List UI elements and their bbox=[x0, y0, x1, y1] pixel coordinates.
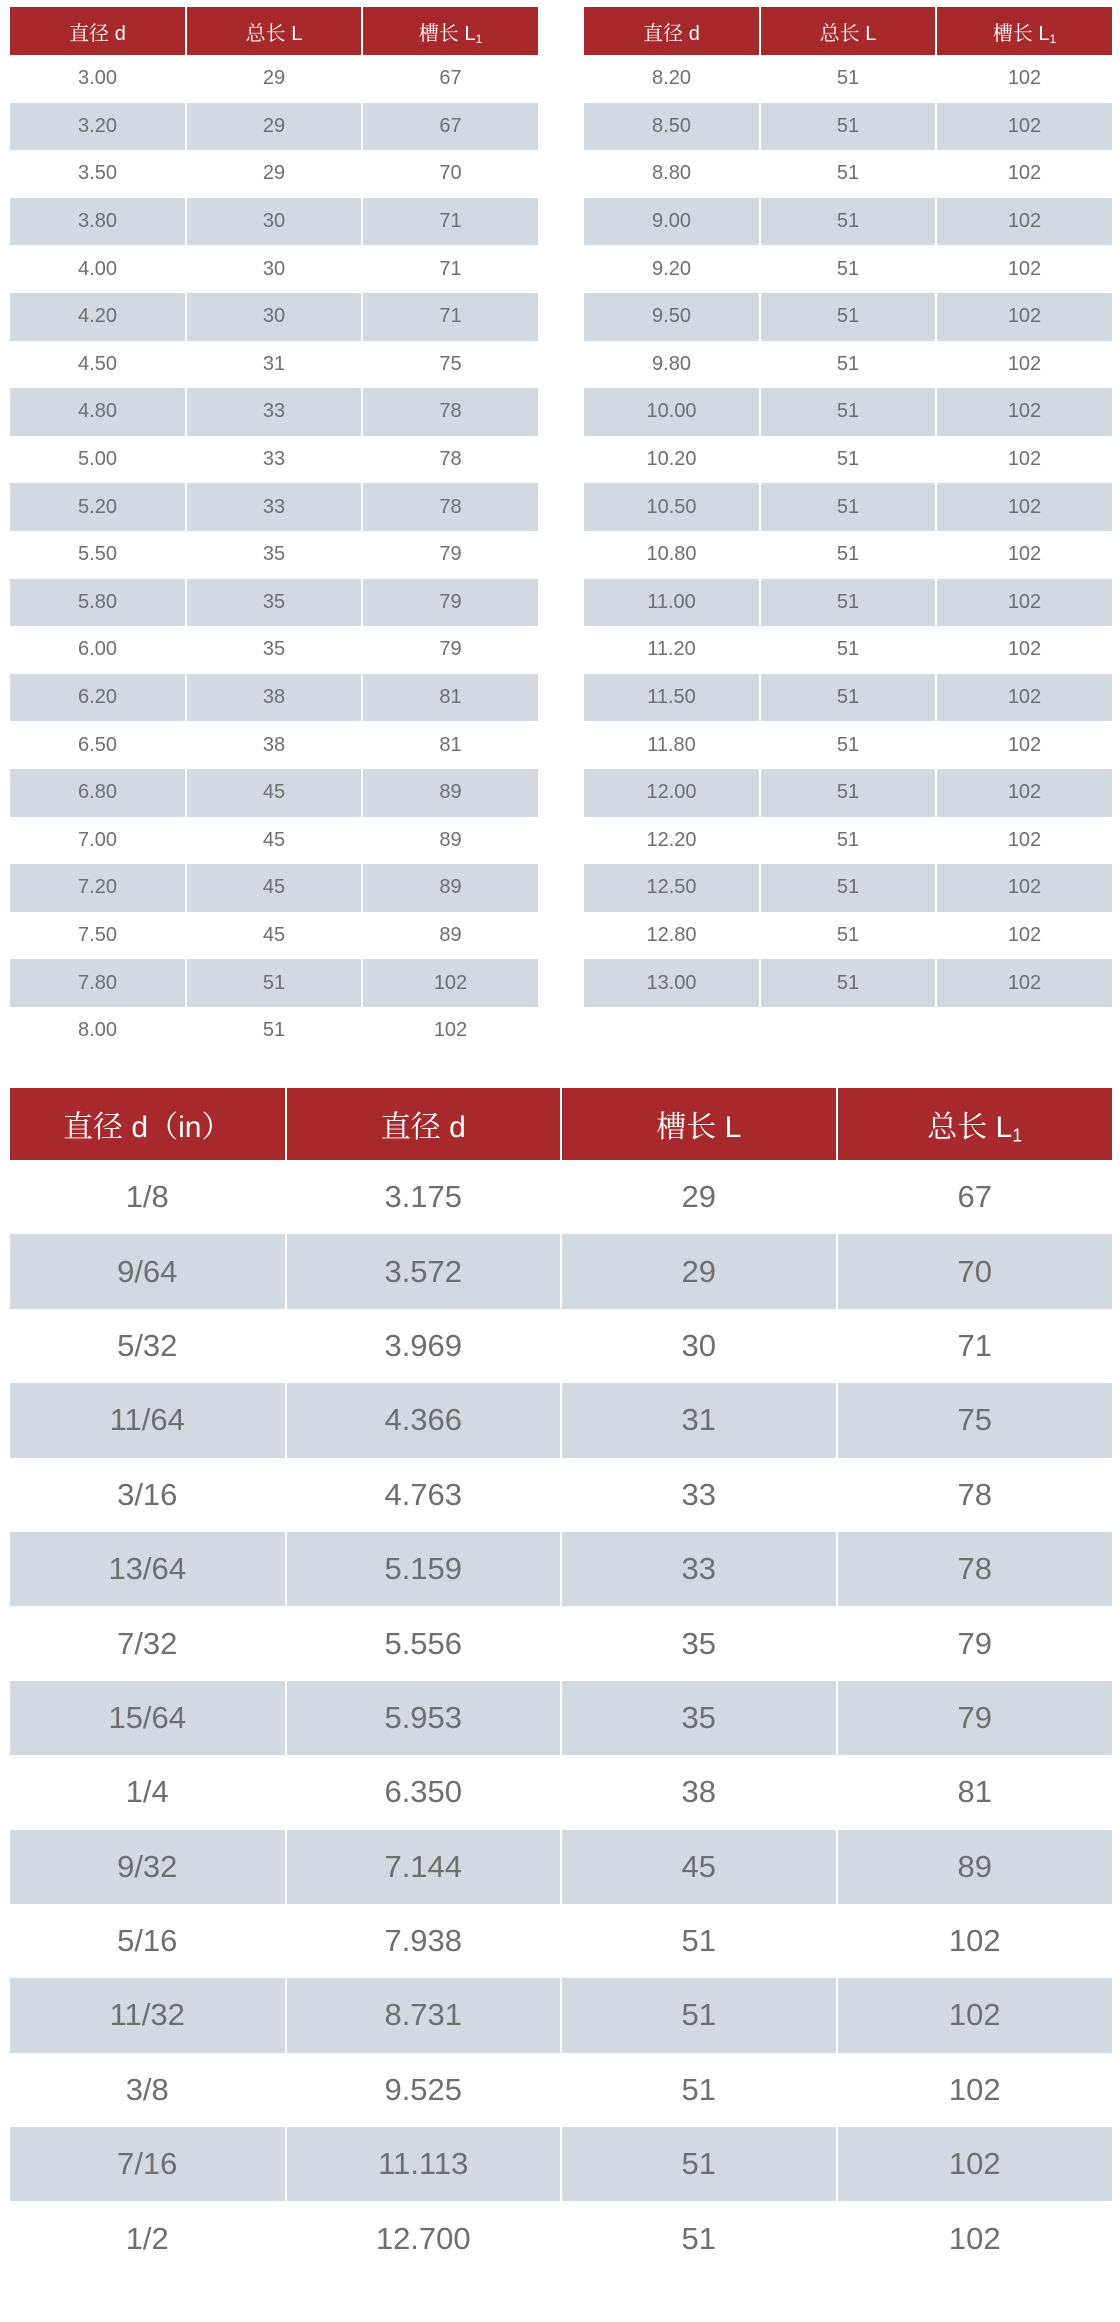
table-row bbox=[584, 959, 1112, 1007]
table-cell: 102 bbox=[362, 959, 538, 1007]
table-cell: 35 bbox=[186, 626, 362, 674]
table-cell: 1/2 bbox=[10, 2201, 286, 2275]
table-cell: 3.00 bbox=[10, 55, 186, 103]
table-row bbox=[10, 1978, 1112, 2052]
table-cell: 12.50 bbox=[584, 864, 760, 912]
table-cell: 51 bbox=[760, 721, 936, 769]
table-row bbox=[10, 1458, 1112, 1532]
table-cell: 78 bbox=[837, 1532, 1113, 1606]
table-cell: 51 bbox=[760, 817, 936, 865]
table-cell: 51 bbox=[760, 959, 936, 1007]
table-cell: 102 bbox=[936, 721, 1112, 769]
table-cell: 7.00 bbox=[10, 817, 186, 865]
table-cell: 8.00 bbox=[10, 1007, 186, 1055]
table-cell: 35 bbox=[186, 531, 362, 579]
size-table-left bbox=[10, 7, 538, 1054]
table-cell: 10.20 bbox=[584, 436, 760, 484]
table-cell: 9/64 bbox=[10, 1234, 286, 1308]
table-cell: 102 bbox=[936, 579, 1112, 627]
table-cell: 51 bbox=[760, 198, 936, 246]
table-cell: 9/32 bbox=[10, 1830, 286, 1904]
header-flute-length-subscript: 1 bbox=[475, 31, 483, 46]
table-cell: 45 bbox=[186, 769, 362, 817]
table-cell: 51 bbox=[760, 436, 936, 484]
table-cell: 102 bbox=[936, 864, 1112, 912]
table-cell: 31 bbox=[561, 1383, 837, 1457]
table-cell: 102 bbox=[936, 388, 1112, 436]
table-cell: 5.00 bbox=[10, 436, 186, 484]
table-cell: 7/32 bbox=[10, 1606, 286, 1680]
table-row bbox=[10, 293, 538, 341]
table-cell: 81 bbox=[362, 721, 538, 769]
table-cell: 67 bbox=[837, 1160, 1113, 1234]
table-cell: 51 bbox=[760, 531, 936, 579]
table-cell: 81 bbox=[837, 1755, 1113, 1829]
table-cell: 45 bbox=[561, 1830, 837, 1904]
table-cell: 30 bbox=[186, 245, 362, 293]
table-row bbox=[10, 388, 538, 436]
table-cell: 4.00 bbox=[10, 245, 186, 293]
table-cell: 51 bbox=[561, 2127, 837, 2201]
table-cell: 102 bbox=[936, 912, 1112, 960]
header-flute-length-label: 槽长 L bbox=[418, 22, 476, 45]
table-cell: 102 bbox=[837, 2053, 1113, 2127]
table-cell: 10.00 bbox=[584, 388, 760, 436]
table-cell: 45 bbox=[186, 864, 362, 912]
table-cell: 33 bbox=[186, 483, 362, 531]
table-cell: 51 bbox=[186, 1007, 362, 1055]
table-row bbox=[584, 626, 1112, 674]
table-row bbox=[10, 626, 538, 674]
table-cell: 78 bbox=[837, 1458, 1113, 1532]
table-cell: 51 bbox=[760, 103, 936, 151]
table-row bbox=[10, 1755, 1112, 1829]
table-row bbox=[10, 1160, 1112, 1234]
table-cell: 102 bbox=[936, 626, 1112, 674]
inch-size-table bbox=[10, 1088, 1112, 2276]
table-cell: 79 bbox=[362, 531, 538, 579]
table-row bbox=[10, 1904, 1112, 1978]
table-row bbox=[10, 2201, 1112, 2275]
table-cell: 3.175 bbox=[286, 1160, 562, 1234]
table-row bbox=[10, 245, 538, 293]
table-cell: 3/8 bbox=[10, 2053, 286, 2127]
table-row bbox=[10, 579, 538, 627]
table-row bbox=[10, 483, 538, 531]
table-cell: 5.20 bbox=[10, 483, 186, 531]
table-cell: 51 bbox=[760, 245, 936, 293]
table-cell: 11/64 bbox=[10, 1383, 286, 1457]
table-cell: 51 bbox=[186, 959, 362, 1007]
table-cell: 8.50 bbox=[584, 103, 760, 151]
table-cell: 70 bbox=[362, 150, 538, 198]
table-cell: 7.144 bbox=[286, 1830, 562, 1904]
table-cell: 78 bbox=[362, 388, 538, 436]
table-row bbox=[10, 674, 538, 722]
table-cell: 51 bbox=[760, 579, 936, 627]
table-cell: 5.80 bbox=[10, 579, 186, 627]
table-cell: 78 bbox=[362, 483, 538, 531]
table-cell: 5.556 bbox=[286, 1606, 562, 1680]
table-cell: 51 bbox=[760, 674, 936, 722]
table-cell: 81 bbox=[362, 674, 538, 722]
table-cell: 51 bbox=[760, 864, 936, 912]
table-cell: 11/32 bbox=[10, 1978, 286, 2052]
table-row bbox=[584, 293, 1112, 341]
header-diameter-inch: 直径 d（in） bbox=[10, 1088, 286, 1160]
table-row bbox=[10, 721, 538, 769]
header-total-length: 总长 L bbox=[186, 7, 362, 55]
table-cell: 33 bbox=[561, 1532, 837, 1606]
table-cell: 9.525 bbox=[286, 2053, 562, 2127]
table-cell: 51 bbox=[561, 2053, 837, 2127]
table-cell: 7.938 bbox=[286, 1904, 562, 1978]
table-header-row bbox=[10, 7, 538, 55]
table-row bbox=[10, 1309, 1112, 1383]
table-cell: 29 bbox=[186, 55, 362, 103]
table-cell: 7/16 bbox=[10, 2127, 286, 2201]
table-row bbox=[584, 245, 1112, 293]
table-row bbox=[10, 436, 538, 484]
table-cell: 12.700 bbox=[286, 2201, 562, 2275]
table-row bbox=[10, 1606, 1112, 1680]
table-cell: 35 bbox=[561, 1681, 837, 1755]
table-cell: 35 bbox=[561, 1606, 837, 1680]
header-total-length-subscript: 1 bbox=[1012, 1125, 1023, 1146]
table-row bbox=[10, 1532, 1112, 1606]
table-cell: 102 bbox=[936, 531, 1112, 579]
table-row bbox=[584, 483, 1112, 531]
table-cell: 5.50 bbox=[10, 531, 186, 579]
table-cell: 7.80 bbox=[10, 959, 186, 1007]
table-row bbox=[584, 388, 1112, 436]
table-cell: 51 bbox=[760, 626, 936, 674]
table-cell: 4.20 bbox=[10, 293, 186, 341]
table-cell: 1/4 bbox=[10, 1755, 286, 1829]
table-header-row bbox=[584, 7, 1112, 55]
table-cell: 11.80 bbox=[584, 721, 760, 769]
table-row bbox=[10, 531, 538, 579]
table-cell: 8.731 bbox=[286, 1978, 562, 2052]
table-cell: 102 bbox=[936, 769, 1112, 817]
table-row bbox=[10, 341, 538, 389]
table-cell: 102 bbox=[837, 2127, 1113, 2201]
table-row bbox=[584, 55, 1112, 103]
table-cell: 67 bbox=[362, 55, 538, 103]
table-row bbox=[584, 531, 1112, 579]
table-cell: 13.00 bbox=[584, 959, 760, 1007]
table-cell: 89 bbox=[362, 817, 538, 865]
header-diameter: 直径 d bbox=[584, 7, 760, 55]
table-cell: 4.50 bbox=[10, 341, 186, 389]
table-cell: 30 bbox=[561, 1309, 837, 1383]
table-row bbox=[584, 769, 1112, 817]
table-cell: 102 bbox=[837, 2201, 1113, 2275]
table-cell: 5/16 bbox=[10, 1904, 286, 1978]
table-cell: 75 bbox=[837, 1383, 1113, 1457]
table-cell: 3/16 bbox=[10, 1458, 286, 1532]
table-cell: 45 bbox=[186, 817, 362, 865]
table-cell: 45 bbox=[186, 912, 362, 960]
table-cell: 102 bbox=[936, 293, 1112, 341]
table-cell: 3.50 bbox=[10, 150, 186, 198]
table-cell: 102 bbox=[936, 55, 1112, 103]
table-cell: 102 bbox=[837, 1978, 1113, 2052]
table-cell: 13/64 bbox=[10, 1532, 286, 1606]
header-flute-length-label: 槽长 L bbox=[992, 22, 1050, 45]
table-row bbox=[10, 1383, 1112, 1457]
table-row bbox=[584, 436, 1112, 484]
table-cell: 29 bbox=[186, 103, 362, 151]
table-row bbox=[10, 1234, 1112, 1308]
table-cell: 4.763 bbox=[286, 1458, 562, 1532]
table-cell: 4.80 bbox=[10, 388, 186, 436]
table-cell: 3.572 bbox=[286, 1234, 562, 1308]
table-row bbox=[584, 341, 1112, 389]
table-cell: 33 bbox=[186, 436, 362, 484]
table-row bbox=[10, 1830, 1112, 1904]
table-cell: 10.80 bbox=[584, 531, 760, 579]
table-cell: 67 bbox=[362, 103, 538, 151]
table-cell: 71 bbox=[362, 245, 538, 293]
table-cell: 30 bbox=[186, 293, 362, 341]
table-cell: 31 bbox=[186, 341, 362, 389]
table-cell: 51 bbox=[760, 388, 936, 436]
table-cell: 11.113 bbox=[286, 2127, 562, 2201]
table-cell: 51 bbox=[760, 293, 936, 341]
table-cell: 9.00 bbox=[584, 198, 760, 246]
table-cell: 89 bbox=[362, 769, 538, 817]
header-diameter: 直径 d bbox=[10, 7, 186, 55]
table-cell: 6.00 bbox=[10, 626, 186, 674]
table-cell: 6.50 bbox=[10, 721, 186, 769]
table-cell: 3.969 bbox=[286, 1309, 562, 1383]
table-cell: 9.50 bbox=[584, 293, 760, 341]
table-cell: 51 bbox=[760, 55, 936, 103]
table-cell: 102 bbox=[936, 198, 1112, 246]
table-cell: 29 bbox=[186, 150, 362, 198]
table-row bbox=[584, 579, 1112, 627]
table-cell: 51 bbox=[760, 769, 936, 817]
table-cell: 15/64 bbox=[10, 1681, 286, 1755]
table-row bbox=[10, 55, 538, 103]
table-cell: 10.50 bbox=[584, 483, 760, 531]
table-cell: 38 bbox=[561, 1755, 837, 1829]
table-cell: 102 bbox=[936, 959, 1112, 1007]
table-cell: 71 bbox=[362, 293, 538, 341]
table-row bbox=[584, 912, 1112, 960]
table-cell: 102 bbox=[936, 674, 1112, 722]
table-cell: 8.80 bbox=[584, 150, 760, 198]
header-total-length: 总长 L bbox=[760, 7, 936, 55]
table-cell: 89 bbox=[362, 912, 538, 960]
table-row bbox=[10, 150, 538, 198]
table-row bbox=[584, 864, 1112, 912]
table-cell: 12.20 bbox=[584, 817, 760, 865]
table-cell: 71 bbox=[362, 198, 538, 246]
table-cell: 11.50 bbox=[584, 674, 760, 722]
table-cell: 51 bbox=[561, 1978, 837, 2052]
table-cell: 30 bbox=[186, 198, 362, 246]
table-cell: 3.80 bbox=[10, 198, 186, 246]
header-total-length-label: 总长 L bbox=[927, 1110, 1013, 1144]
table-cell: 79 bbox=[837, 1606, 1113, 1680]
table-row bbox=[10, 2053, 1112, 2127]
table-cell: 78 bbox=[362, 436, 538, 484]
table-cell: 38 bbox=[186, 674, 362, 722]
header-total-length bbox=[837, 1088, 1113, 1160]
table-cell: 33 bbox=[186, 388, 362, 436]
table-cell: 7.20 bbox=[10, 864, 186, 912]
table-cell: 102 bbox=[936, 436, 1112, 484]
table-cell: 102 bbox=[936, 103, 1112, 151]
table-cell: 51 bbox=[760, 912, 936, 960]
header-flute-length bbox=[362, 7, 538, 55]
table-row bbox=[10, 2127, 1112, 2201]
table-row bbox=[10, 959, 538, 1007]
table-cell: 79 bbox=[837, 1681, 1113, 1755]
table-cell: 51 bbox=[760, 341, 936, 389]
table-cell: 35 bbox=[186, 579, 362, 627]
table-row bbox=[584, 817, 1112, 865]
table-row bbox=[584, 674, 1112, 722]
table-cell: 11.20 bbox=[584, 626, 760, 674]
table-cell: 1/8 bbox=[10, 1160, 286, 1234]
table-cell: 102 bbox=[837, 1904, 1113, 1978]
table-cell: 29 bbox=[561, 1234, 837, 1308]
table-cell: 4.366 bbox=[286, 1383, 562, 1457]
table-cell: 12.80 bbox=[584, 912, 760, 960]
table-cell: 79 bbox=[362, 626, 538, 674]
table-row bbox=[10, 1007, 538, 1055]
table-cell: 102 bbox=[936, 483, 1112, 531]
table-row bbox=[10, 817, 538, 865]
table-cell: 89 bbox=[837, 1830, 1113, 1904]
header-flute-length-subscript: 1 bbox=[1049, 31, 1057, 46]
table-cell: 11.00 bbox=[584, 579, 760, 627]
table-cell: 7.50 bbox=[10, 912, 186, 960]
table-row bbox=[10, 198, 538, 246]
table-cell: 102 bbox=[936, 341, 1112, 389]
table-cell: 5/32 bbox=[10, 1309, 286, 1383]
table-cell: 102 bbox=[936, 817, 1112, 865]
table-cell: 70 bbox=[837, 1234, 1113, 1308]
table-row bbox=[10, 103, 538, 151]
table-cell: 51 bbox=[561, 2201, 837, 2275]
table-row bbox=[584, 198, 1112, 246]
table-cell: 79 bbox=[362, 579, 538, 627]
table-cell: 51 bbox=[760, 150, 936, 198]
table-row bbox=[10, 864, 538, 912]
table-cell: 5.159 bbox=[286, 1532, 562, 1606]
table-cell: 102 bbox=[362, 1007, 538, 1055]
table-cell: 6.20 bbox=[10, 674, 186, 722]
table-cell: 51 bbox=[760, 483, 936, 531]
table-row bbox=[10, 1681, 1112, 1755]
table-cell: 6.350 bbox=[286, 1755, 562, 1829]
table-header-row bbox=[10, 1088, 1112, 1160]
table-cell: 51 bbox=[561, 1904, 837, 1978]
table-cell: 89 bbox=[362, 864, 538, 912]
table-cell: 71 bbox=[837, 1309, 1113, 1383]
header-flute-length: 槽长 L bbox=[561, 1088, 837, 1160]
header-diameter: 直径 d bbox=[286, 1088, 562, 1160]
table-cell: 9.80 bbox=[584, 341, 760, 389]
table-cell: 6.80 bbox=[10, 769, 186, 817]
table-cell: 75 bbox=[362, 341, 538, 389]
table-cell: 3.20 bbox=[10, 103, 186, 151]
header-flute-length bbox=[936, 7, 1112, 55]
table-row bbox=[10, 769, 538, 817]
table-cell: 8.20 bbox=[584, 55, 760, 103]
table-row bbox=[584, 721, 1112, 769]
table-row bbox=[10, 912, 538, 960]
table-cell: 29 bbox=[561, 1160, 837, 1234]
table-cell: 5.953 bbox=[286, 1681, 562, 1755]
table-row bbox=[584, 150, 1112, 198]
table-cell: 102 bbox=[936, 245, 1112, 293]
table-cell: 12.00 bbox=[584, 769, 760, 817]
table-cell: 33 bbox=[561, 1458, 837, 1532]
size-table-right bbox=[584, 7, 1112, 1007]
table-row bbox=[584, 103, 1112, 151]
table-cell: 38 bbox=[186, 721, 362, 769]
table-cell: 9.20 bbox=[584, 245, 760, 293]
table-cell: 102 bbox=[936, 150, 1112, 198]
